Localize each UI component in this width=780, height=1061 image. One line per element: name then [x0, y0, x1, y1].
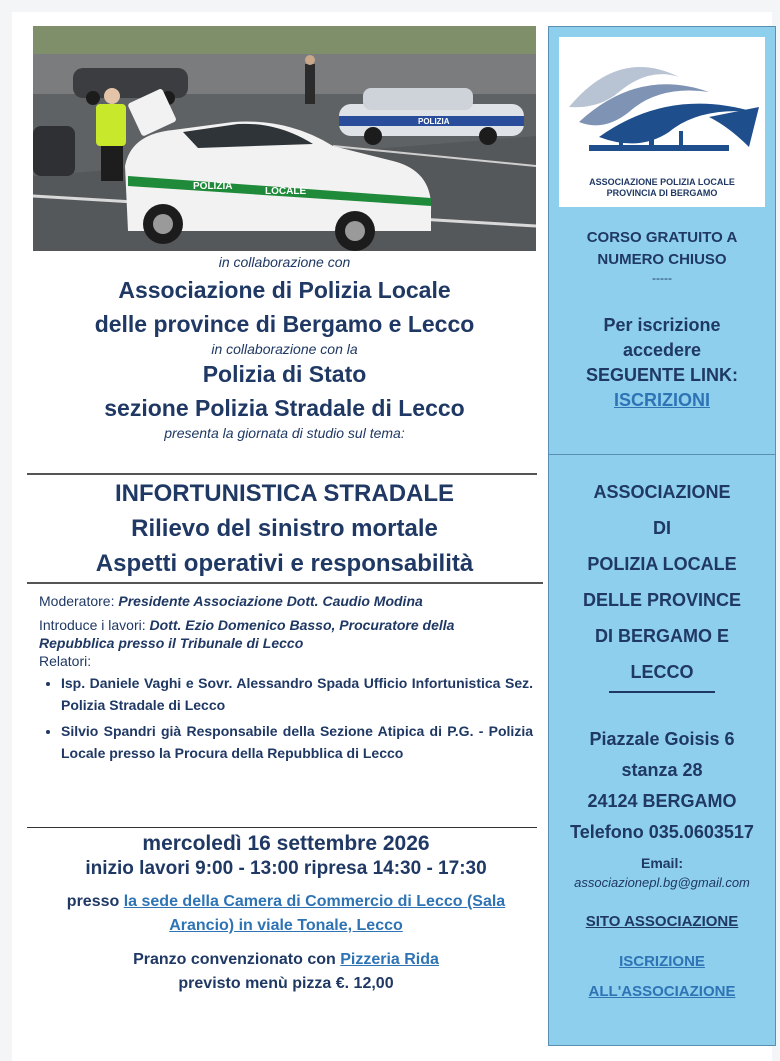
course-info — [549, 227, 775, 285]
venue-row — [31, 890, 541, 938]
topic-block — [33, 476, 536, 581]
address-line: Piazzale Goisis 6 — [589, 729, 735, 749]
collab-intro-2: in collaborazione con la — [211, 341, 358, 357]
speakers-block — [39, 592, 533, 764]
intro-row — [39, 616, 533, 652]
org1-line1: Associazione di Polizia Locale — [118, 277, 451, 303]
membership-link-line2[interactable]: ALL'ASSOCIAZIONE — [588, 983, 736, 1000]
assoc-line: DI — [653, 518, 671, 538]
event-block — [31, 832, 541, 996]
sidebar-separator — [609, 691, 715, 693]
address-line: Telefono 035.0603517 — [570, 822, 754, 842]
topic-line2: Rilievo del sinistro mortale — [131, 515, 438, 542]
membership-link-line1[interactable]: ISCRIZIONE — [619, 953, 705, 970]
intro-label: Introduce i lavori: — [39, 617, 150, 633]
topic-line3: Aspetti operativi e responsabilità — [95, 550, 474, 577]
email-label: Email: — [640, 855, 683, 871]
signup-info — [549, 313, 775, 413]
logo-line2: PROVINCIA DI BERGAMO — [606, 188, 718, 198]
event-date: mercoledì 16 settembre 2026 — [142, 832, 430, 855]
intro-name: Dott. Ezio Domenico Basso, Procuratore della Repubblica presso il Tribunale di Lecco — [39, 617, 455, 651]
photo-illustration — [33, 26, 536, 251]
divider-bottom — [27, 827, 537, 828]
list-item: • Isp. Daniele Vaghi e Sovr. Alessandro Spada Ufficio Infortunistica Sez. Polizia Stradale di Lecco — [61, 672, 533, 716]
presents-text: presenta la giornata di studio sul tema: — [164, 425, 405, 441]
moderator-row — [39, 592, 533, 610]
site-link-row — [549, 911, 775, 933]
signup-line2: accedere — [622, 340, 702, 360]
event-times: inizio lavori 9:00 - 13:00 ripresa 14:30 - 17:30 — [85, 858, 487, 879]
moderator-name: Presidente Associazione Dott. Caudio Modina — [118, 593, 423, 609]
menu-price: previsto menù pizza €. 12,00 — [178, 975, 394, 992]
org2-line2: sezione Polizia Stradale di Lecco — [104, 395, 465, 421]
pizzeria-link[interactable]: Pizzeria Rida — [340, 951, 439, 968]
car2-label: POLIZIA — [418, 117, 450, 126]
header-block — [33, 254, 536, 441]
car-label-right: LOCALE — [265, 186, 307, 197]
sidebar — [548, 26, 776, 1046]
course-line2: NUMERO CHIUSO — [597, 251, 727, 268]
email-address[interactable]: associazionepl.bg@gmail.com — [574, 875, 750, 890]
signup-line1: Per iscrizione — [603, 315, 721, 335]
dashes: ----- — [652, 271, 672, 285]
collab-intro-1: in collaborazione con — [218, 254, 351, 270]
assoc-line: ASSOCIAZIONE — [593, 482, 731, 502]
membership-link-block — [549, 947, 775, 1007]
address-block — [549, 724, 775, 848]
email-block — [549, 853, 775, 893]
police-cars-photo — [33, 26, 536, 251]
association-logo — [559, 37, 765, 207]
list-item: • Silvio Spandri già Responsabile della Sezione Atipica di P.G. - Polizia Locale presso la Procura della Repubblica di Lecco — [61, 720, 533, 764]
relatori-list — [39, 672, 533, 764]
relatori-label: Relatori: — [39, 653, 92, 669]
signup-line3: SEGUENTE LINK: — [585, 365, 738, 385]
address-line: 24124 BERGAMO — [587, 791, 737, 811]
venue-link[interactable]: la sede della Camera di Commercio di Lecco (Sala Arancio) in viale Tonale, Lecco — [123, 893, 506, 934]
association-name — [549, 474, 775, 690]
divider-mid — [27, 582, 543, 584]
logo-line1: ASSOCIAZIONE POLIZIA LOCALE — [589, 177, 735, 187]
lunch-prefix: Pranzo convenzionato con — [133, 951, 341, 968]
venue-prefix: presso — [66, 893, 124, 910]
divider-top — [27, 473, 537, 475]
logo-caption — [559, 177, 765, 199]
logo-wing-icon — [559, 37, 765, 177]
site-link[interactable]: SITO ASSOCIAZIONE — [585, 913, 739, 930]
sidebar-divider — [549, 454, 775, 455]
assoc-line: POLIZIA LOCALE — [587, 554, 737, 574]
address-line: stanza 28 — [621, 760, 703, 780]
assoc-line: DI BERGAMO E — [594, 626, 729, 646]
assoc-line: LECCO — [630, 662, 694, 682]
assoc-line: DELLE PROVINCE — [582, 590, 742, 610]
moderator-label: Moderatore: — [39, 593, 119, 609]
org1-line2: delle province di Bergamo e Lecco — [94, 311, 475, 337]
topic-line1: INFORTUNISTICA STRADALE — [114, 480, 455, 507]
car-label-left: POLIZIA — [193, 181, 233, 192]
signup-link[interactable]: ISCRIZIONI — [613, 390, 710, 410]
course-line1: CORSO GRATUITO A — [586, 229, 738, 246]
lunch-row — [31, 948, 541, 972]
org2-line1: Polizia di Stato — [202, 361, 367, 387]
